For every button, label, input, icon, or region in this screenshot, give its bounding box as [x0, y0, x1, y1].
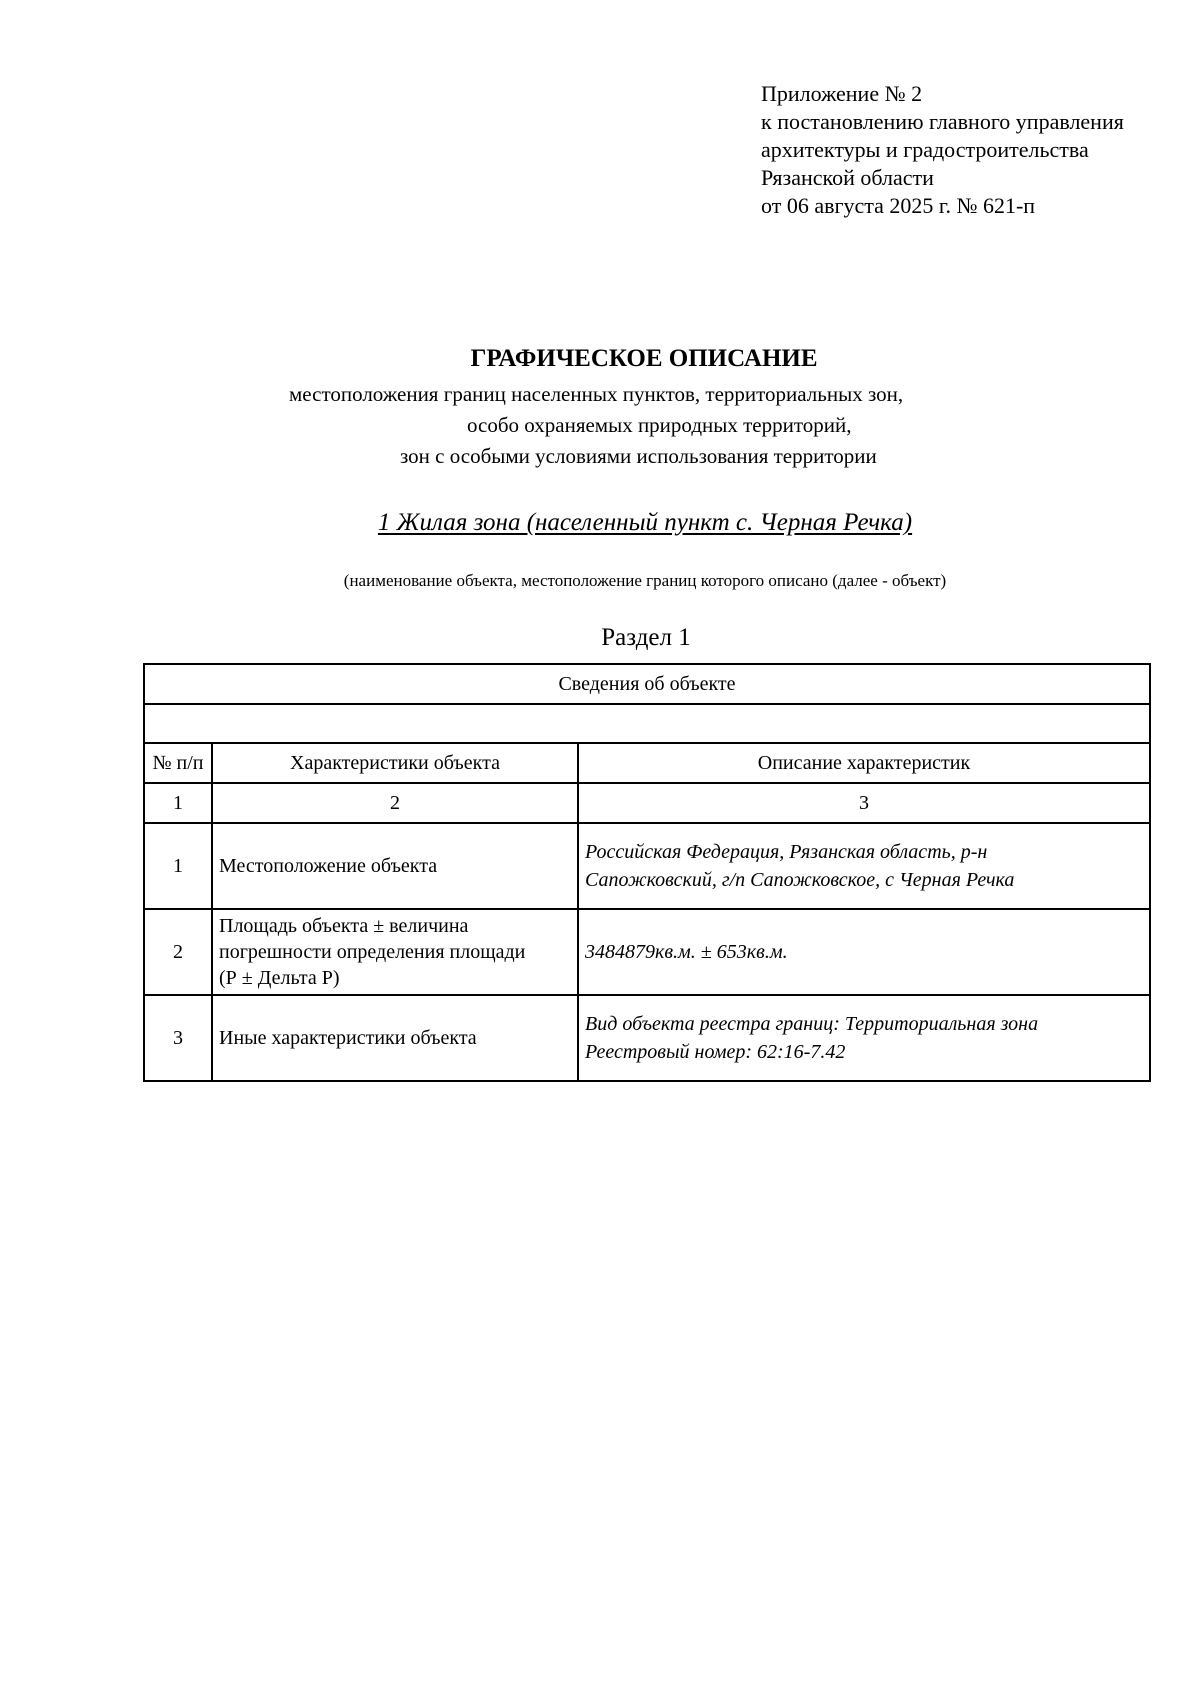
object-info-table — [143, 663, 1151, 1082]
row-description — [578, 909, 1150, 995]
appendix-block — [761, 80, 1124, 220]
row-characteristic — [212, 995, 578, 1081]
row-characteristic — [212, 909, 578, 995]
document-title: ГРАФИЧЕСКОЕ ОПИСАНИЕ — [470, 345, 818, 372]
document-title-block — [0, 344, 1200, 374]
row-description — [578, 995, 1150, 1081]
description-line: Российская Федерация, Рязанская область, р-н — [585, 841, 988, 863]
subtitle-line: местоположения границ населенных пунктов, территориальных зон, — [289, 382, 904, 406]
characteristic-line: (Р ± Дельта Р) — [219, 967, 340, 989]
table-row — [144, 823, 1150, 909]
table-caption-row — [144, 664, 1150, 704]
appendix-line: Рязанской области — [761, 165, 934, 190]
table-column-index-row — [144, 783, 1150, 823]
description-line: Вид объекта реестра границ: Территориальная зона — [585, 1013, 1039, 1035]
column-index: 1 — [144, 783, 212, 823]
column-header-description: Описание характеристик — [578, 743, 1150, 783]
appendix-line: Приложение № 2 — [761, 81, 923, 106]
row-description — [578, 823, 1150, 909]
table-row — [144, 909, 1150, 995]
column-index: 3 — [578, 783, 1150, 823]
appendix-line: к постановлению главного управления — [761, 109, 1124, 134]
table-header-row — [144, 743, 1150, 783]
object-name: 1 Жилая зона (населенный пункт с. Черная Речка) — [377, 509, 913, 536]
table-row — [144, 995, 1150, 1081]
row-number: 3 — [144, 995, 212, 1081]
appendix-line: от 06 августа 2025 г. № 621-п — [761, 193, 1036, 218]
description-line: Сапожковский, г/п Сапожковское, с Черная Речка — [585, 869, 1015, 891]
column-header-characteristic: Характеристики объекта — [212, 743, 578, 783]
section-title: Раздел 1 — [601, 624, 691, 651]
subtitle-line: особо охраняемых природных территорий, — [467, 413, 852, 437]
description-line: 3484879кв.м. ± 653кв.м. — [585, 941, 788, 963]
characteristic-line: Местоположение объекта — [219, 855, 438, 877]
column-index: 2 — [212, 783, 578, 823]
characteristic-line: погрешности определения площади — [219, 941, 526, 963]
table-caption: Сведения об объекте — [144, 664, 1150, 704]
description-line: Реестровый номер: 62:16-7.42 — [585, 1041, 846, 1063]
row-number: 2 — [144, 909, 212, 995]
object-name-note: (наименование объекта, местоположение границ которого описано (далее - объект) — [343, 571, 947, 590]
column-header-number: № п/п — [144, 743, 212, 783]
table-empty-cell — [144, 704, 1150, 743]
table-empty-row — [144, 704, 1150, 743]
characteristic-line: Площадь объекта ± величина — [219, 915, 469, 937]
row-number: 1 — [144, 823, 212, 909]
characteristic-line: Иные характеристики объекта — [219, 1027, 477, 1049]
row-characteristic — [212, 823, 578, 909]
appendix-line: архитектуры и градостроительства — [761, 137, 1089, 162]
subtitle-line: зон с особыми условиями использования территории — [400, 444, 877, 468]
